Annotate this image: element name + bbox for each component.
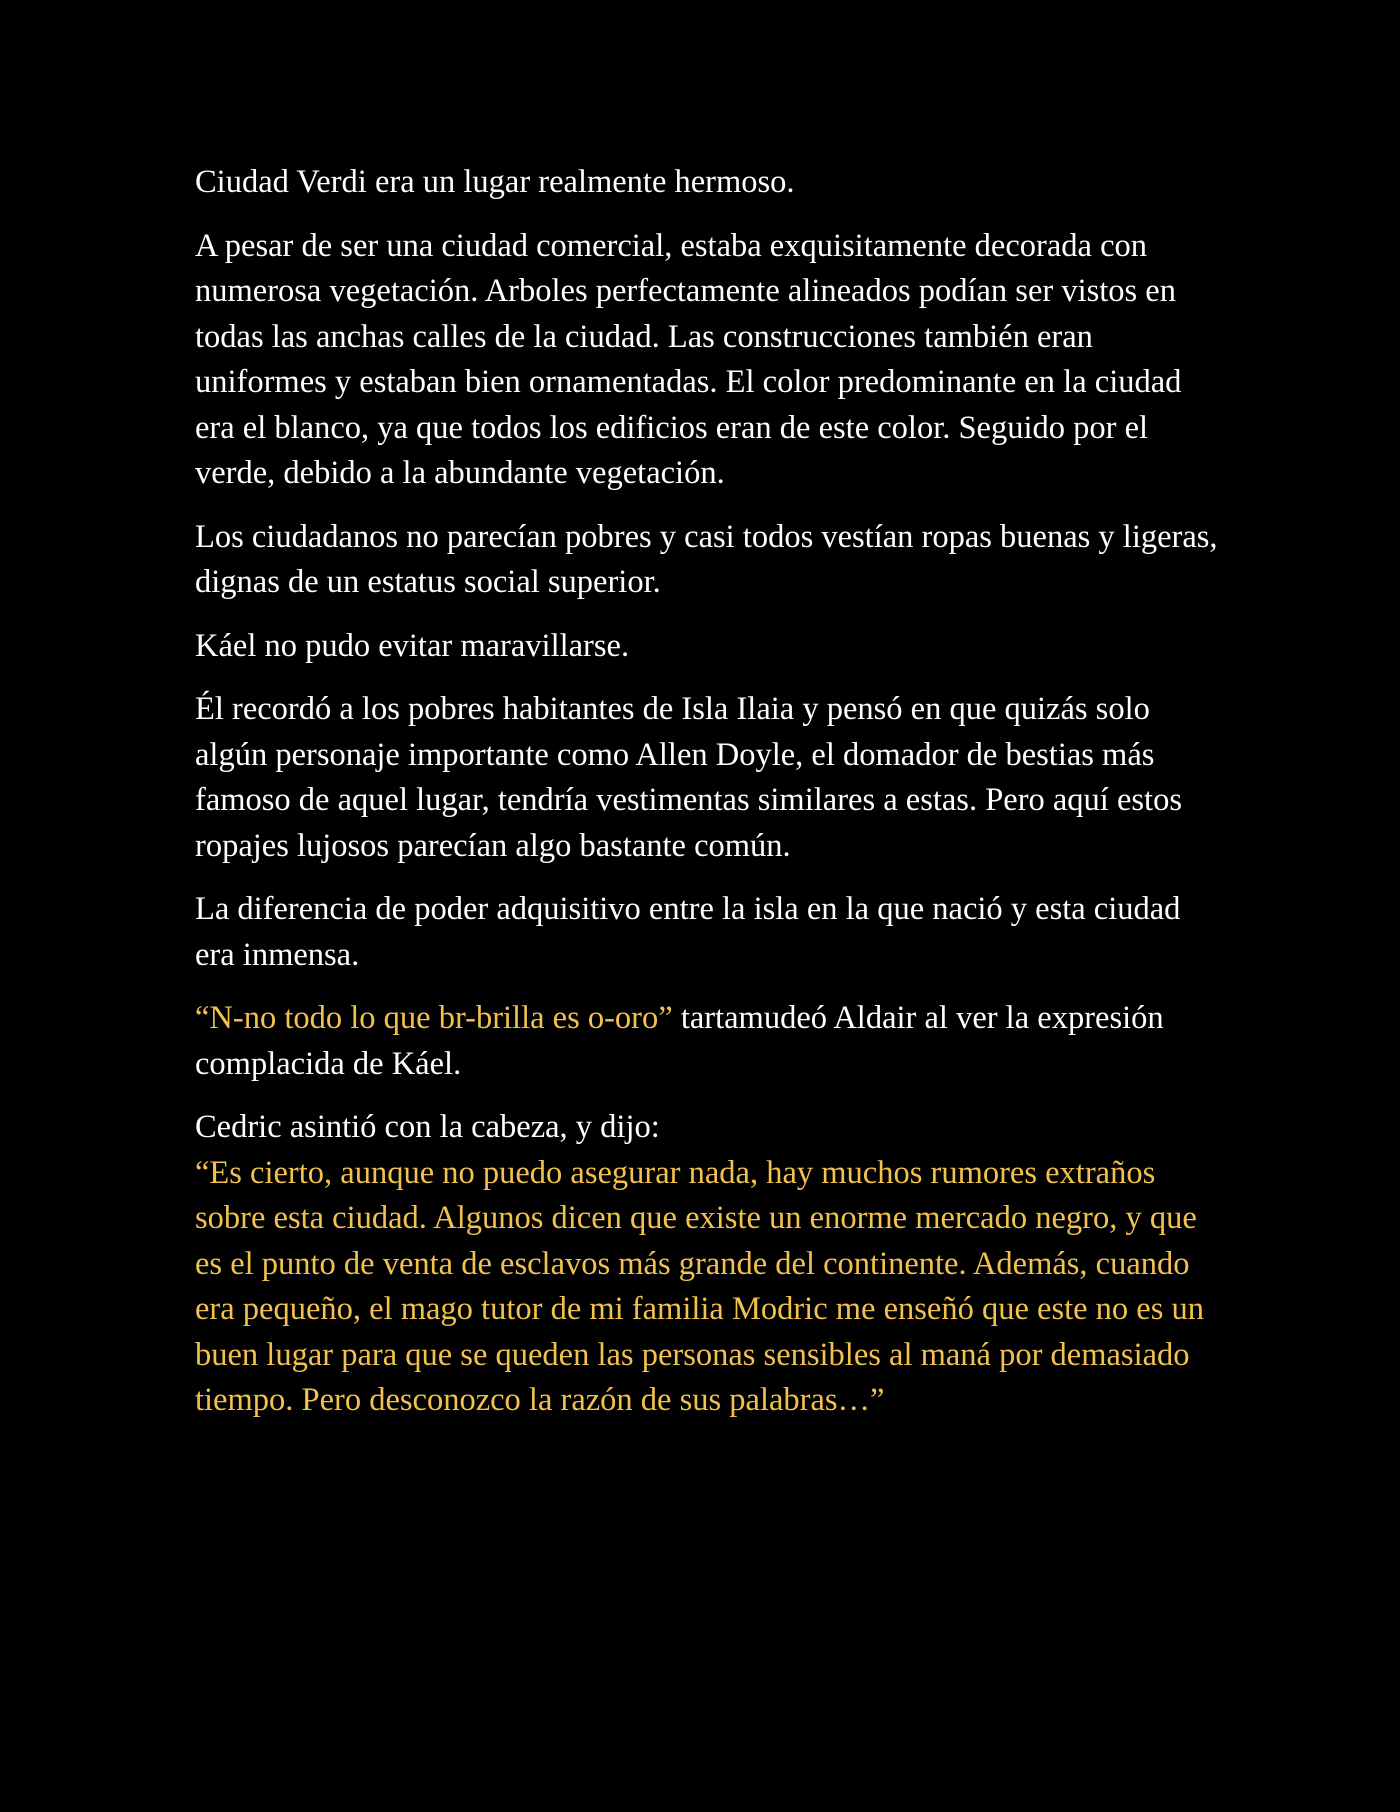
dialogue-cedric: “Es cierto, aunque no puedo asegurar nada, hay muchos rumores extraños sobre esta ciudad. Algunos dicen que existe un enorme mercado negro, y que es el punto de venta de esclavos más grande del continente. Además, cuando era pequeño, el mago tutor de mi familia Modric me enseñó que este no es un buen lugar para que se queden las personas sensibles al maná por demasiado tiempo. Pero desconozco la razón de sus palabras…” [195,1154,1204,1418]
paragraph-2: A pesar de ser una ciudad comercial, estaba exquisitamente decorada con numerosa vegetación. Arboles perfectamente alineados podían ser vistos en todas las anchas calles de la ciudad. Las construcciones también eran uniformes y estaban bien ornamentadas. El color predominante en la ciudad era el blanco, ya que todos los edificios eran de este color. Seguido por el verde, debido a la abundante vegetación. [195,227,1182,491]
document-page [195,160,1220,1442]
paragraph-7 [195,996,1220,1087]
paragraph-8 [195,1105,1220,1424]
narration-cedric: Cedric asintió con la cabeza, y dijo: [195,1109,660,1145]
paragraph-5: Él recordó a los pobres habitantes de Isla Ilaia y pensó en que quizás solo algún personaje importante como Allen Doyle, el domador de bestias más famoso de aquel lugar, tendría vestimentas similares a estas. Pero aquí estos ropajes lujosos parecían algo bastante común. [195,691,1182,864]
paragraph-4: Káel no pudo evitar maravillarse. [195,627,630,664]
paragraph-1: Ciudad Verdi era un lugar realmente hermoso. [195,164,795,200]
paragraph-6: La diferencia de poder adquisitivo entre la isla en la que nació y esta ciudad era inmensa. [195,891,1181,973]
narration-aldair: tartamudeó Aldair al ver la expresión complacida de Káel. [195,1000,1164,1082]
dialogue-aldair: “N-no todo lo que br-brilla es o-oro” [195,1000,673,1036]
paragraph-3: Los ciudadanos no parecían pobres y casi todos vestían ropas buenas y ligeras, dignas de un estatus social superior. [195,518,1218,600]
